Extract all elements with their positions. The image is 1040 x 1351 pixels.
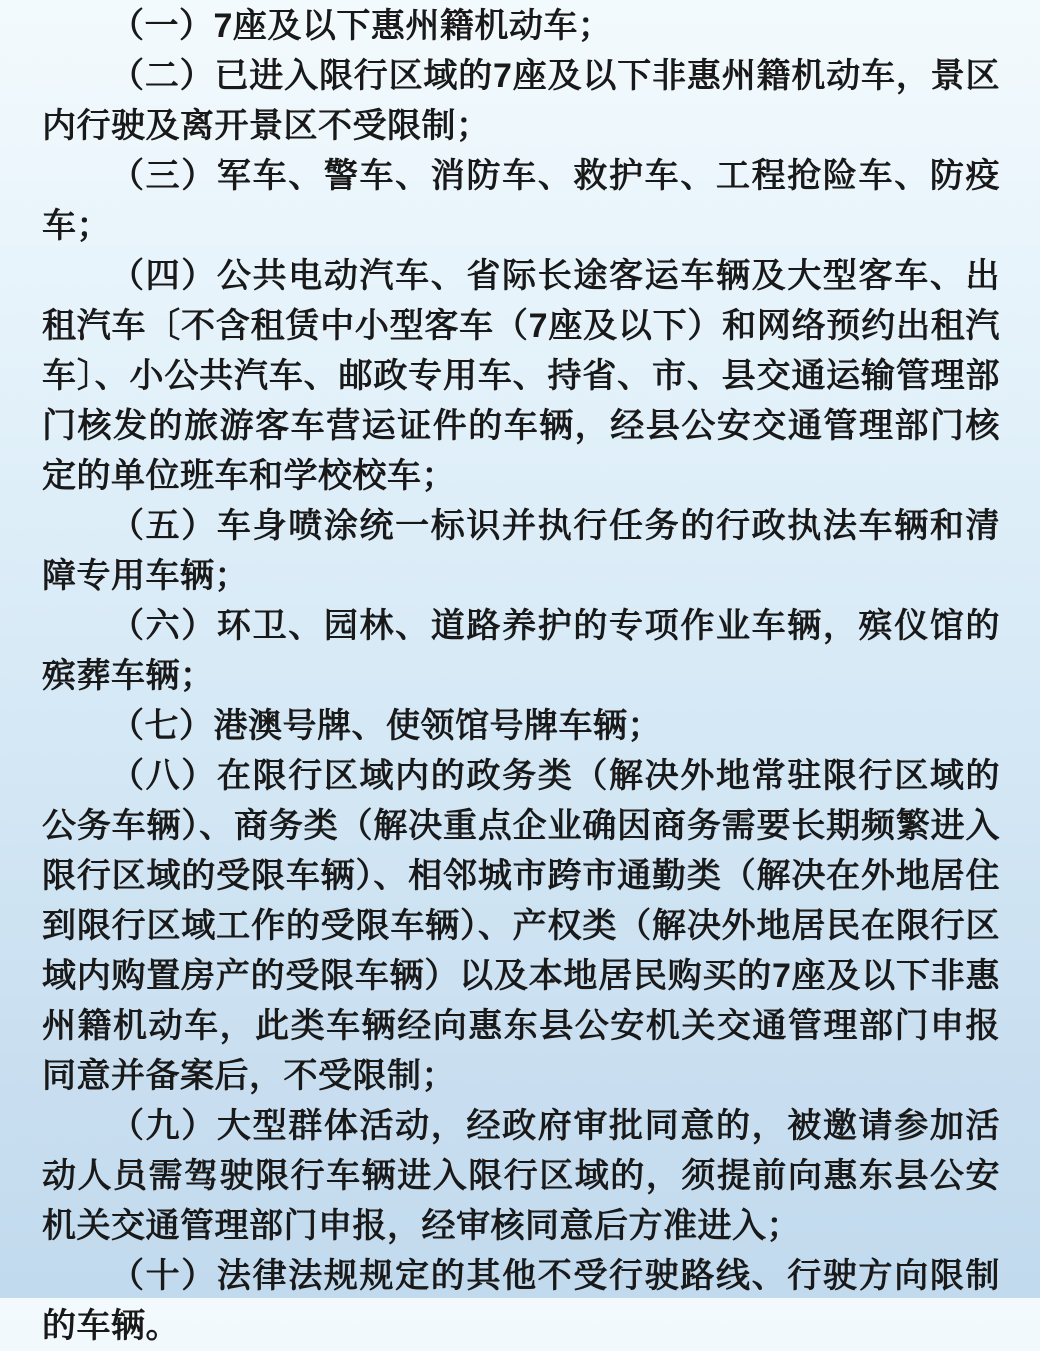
paragraph-item-2: （二）已进入限行区域的7座及以下非惠州籍机动车，景区内行驶及离开景区不受限制； <box>42 57 1000 145</box>
paragraph-item-7: （七）港澳号牌、使领馆号牌车辆； <box>110 707 662 745</box>
paragraph-item-1: （一）7座及以下惠州籍机动车； <box>110 7 613 45</box>
paragraph-item-8: （八）在限行区域内的政务类（解决外地常驻限行区域的公务车辆）、商务类（解决重点企业确因商务需要长期频繁进入限行区域的受限车辆）、相邻城市跨市通勤类（解决在外地居住到限行区域工作的受限车辆）、产权类（解决外地居民在限行区域内购置房产的受限车辆）以及本地居民购买的7座及以下非惠州籍机动车，此类车辆经向惠东县公安机关交通管理部门申报同意并备案后，不受限制； <box>42 757 1000 1095</box>
paragraph-item-9: （九）大型群体活动，经政府审批同意的，被邀请参加活动人员需驾驶限行车辆进入限行区域的，须提前向惠东县公安机关交通管理部门申报，经审核同意后方准进入； <box>42 1107 1000 1245</box>
paragraph-item-5: （五）车身喷涂统一标识并执行任务的行政执法车辆和清障专用车辆； <box>42 507 1000 595</box>
paragraph-item-6: （六）环卫、园林、道路养护的专项作业车辆，殡仪馆的殡葬车辆； <box>42 607 1000 695</box>
paragraph-item-3: （三）军车、警车、消防车、救护车、工程抢险车、防疫车； <box>42 157 1000 245</box>
paragraph-item-4: （四）公共电动汽车、省际长途客运车辆及大型客车、出租汽车〔不含租赁中小型客车（7座及以下）和网络预约出租汽车〕、小公共汽车、邮政专用车、持省、市、县交通运输管理部门核发的旅游客车营运证件的车辆，经县公安交通管理部门核定的单位班车和学校校车； <box>42 257 1000 495</box>
paragraph-item-10: （十）法律法规规定的其他不受行驶路线、行驶方向限制的车辆。 <box>42 1257 1000 1345</box>
